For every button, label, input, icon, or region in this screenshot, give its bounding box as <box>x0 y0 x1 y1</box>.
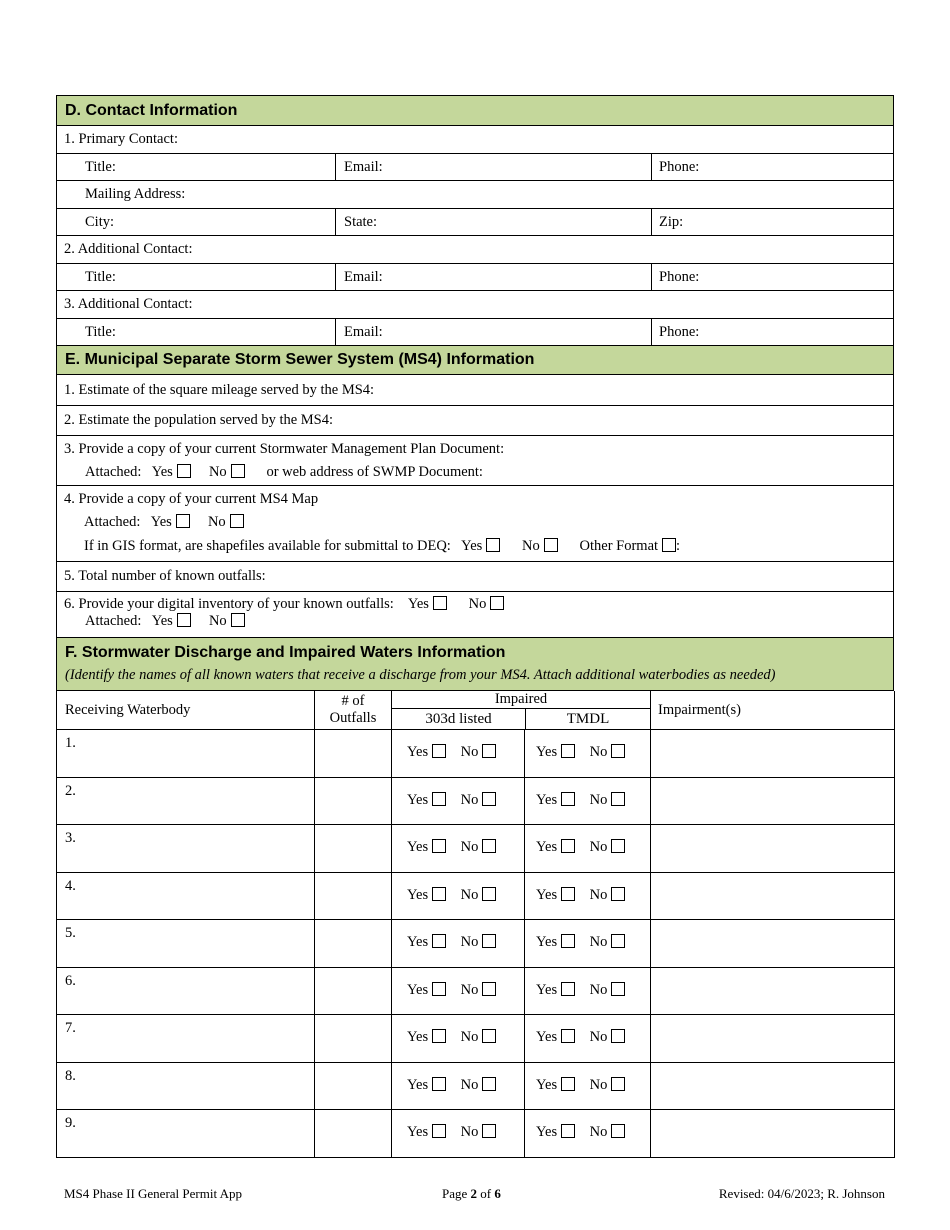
table-row <box>57 920 895 968</box>
impaired-header <box>392 691 651 730</box>
receiving-waterbody-header-label: Receiving Waterbody <box>65 701 191 718</box>
receiving-waterbody-cell[interactable] <box>57 920 315 968</box>
tmdl-cell <box>525 777 651 825</box>
receiving-waterbody-cell[interactable] <box>57 1015 315 1063</box>
yes-label: Yes <box>536 791 558 808</box>
table-row <box>57 825 895 873</box>
section-e-title: E. Municipal Separate Storm Sewer System (MS4) Information <box>65 351 535 368</box>
inventory-yes-checkbox[interactable] <box>433 596 447 610</box>
tmdl-no-checkbox[interactable] <box>611 887 625 901</box>
303d-choices <box>407 1029 496 1046</box>
city-label: City: <box>85 213 115 230</box>
title-label: Title: <box>85 268 116 285</box>
yes-label: Yes <box>536 1076 558 1093</box>
outfalls-header-line1: # of <box>341 693 365 709</box>
303d-no-checkbox[interactable] <box>482 744 496 758</box>
inventory-attached-no-checkbox[interactable] <box>231 613 245 627</box>
table-row <box>57 872 895 920</box>
tmdl-choices <box>536 744 625 761</box>
no-label: No <box>589 1124 608 1140</box>
tmdl-yes-checkbox[interactable] <box>561 887 575 901</box>
outfalls-header <box>315 691 392 730</box>
303d-choices <box>407 1124 496 1141</box>
tmdl-yes-checkbox[interactable] <box>561 744 575 758</box>
no-label: No <box>460 839 479 855</box>
footer-left: MS4 Phase II General Permit App <box>64 1186 243 1201</box>
yes-label: Yes <box>407 744 429 760</box>
no-label: No <box>589 744 608 760</box>
303d-choices <box>407 839 496 856</box>
page-prefix: Page <box>442 1186 471 1201</box>
outfalls-field[interactable] <box>56 562 894 592</box>
tmdl-cell <box>525 920 651 968</box>
tmdl-cell <box>525 730 651 778</box>
yes-label: Yes <box>407 1029 429 1045</box>
impairments-cell[interactable] <box>651 967 895 1015</box>
tmdl-no-checkbox[interactable] <box>611 1029 625 1043</box>
title-field[interactable] <box>57 319 335 345</box>
yes-label: Yes <box>151 613 173 629</box>
tmdl-no-checkbox[interactable] <box>611 982 625 996</box>
tmdl-choices <box>536 887 625 904</box>
303d-yes-checkbox[interactable] <box>432 792 446 806</box>
303d-listed-cell <box>392 872 525 920</box>
email-label: Email: <box>344 323 383 340</box>
impairments-cell[interactable] <box>651 1015 895 1063</box>
tmdl-choices <box>536 1124 625 1141</box>
row-number: 6. <box>65 972 76 989</box>
city-field[interactable] <box>57 209 335 235</box>
page-current: 2 <box>470 1186 478 1201</box>
tmdl-yes-checkbox[interactable] <box>561 839 575 853</box>
section-e-header <box>56 346 894 375</box>
tmdl-no-checkbox[interactable] <box>611 792 625 806</box>
receiving-waterbody-cell[interactable] <box>57 1062 315 1110</box>
303d-listed-cell <box>392 967 525 1015</box>
303d-yes-checkbox[interactable] <box>432 1029 446 1043</box>
no-label: No <box>460 744 479 760</box>
receiving-waterbody-cell[interactable] <box>57 872 315 920</box>
no-label: No <box>468 596 487 612</box>
no-label: No <box>460 1076 479 1093</box>
yes-label: Yes <box>536 981 558 998</box>
tmdl-choices <box>536 1029 625 1046</box>
q5-label: 5. Total number of known outfalls: <box>64 568 266 584</box>
q1-label: 1. Estimate of the square mileage served by the MS4: <box>64 381 375 398</box>
tmdl-yes-checkbox[interactable] <box>561 982 575 996</box>
tmdl-no-checkbox[interactable] <box>611 1124 625 1138</box>
map-yes-checkbox[interactable] <box>176 514 190 528</box>
impairments-cell[interactable] <box>651 872 895 920</box>
attached-label: Attached: <box>85 464 142 480</box>
phone-label: Phone: <box>659 158 700 175</box>
no-label: No <box>460 791 479 808</box>
tmdl-header: TMDL <box>566 711 610 727</box>
outfalls-header-line2: Outfalls <box>329 710 377 726</box>
email-label: Email: <box>344 158 383 175</box>
inventory-no-checkbox[interactable] <box>490 596 504 610</box>
additional-contact-3-label: 3. Additional Contact: <box>64 296 193 312</box>
outfalls-cell[interactable] <box>315 777 392 825</box>
yes-label: Yes <box>536 1124 558 1140</box>
title-label: Title: <box>85 158 116 175</box>
tmdl-choices <box>536 1077 625 1094</box>
mailing-address-label: Mailing Address: <box>85 186 186 202</box>
tmdl-cell <box>525 1062 651 1110</box>
impairments-cell[interactable] <box>651 777 895 825</box>
303d-yes-checkbox[interactable] <box>432 1124 446 1138</box>
303d-listed-cell <box>392 1062 525 1110</box>
q6-attached-line <box>85 613 245 630</box>
yes-label: Yes <box>151 464 173 480</box>
q3-attached-line <box>85 464 483 481</box>
yes-label: Yes <box>407 596 429 612</box>
title-label: Title: <box>85 323 116 340</box>
row-number: 7. <box>65 1020 76 1036</box>
attached-label: Attached: <box>85 613 142 629</box>
yes-label: Yes <box>407 839 429 855</box>
additional-contact-2-details-row <box>56 264 894 291</box>
yes-label: Yes <box>150 514 172 530</box>
receiving-waterbody-cell[interactable] <box>57 777 315 825</box>
no-label: No <box>589 934 608 950</box>
q4-label: 4. Provide a copy of your current MS4 Map <box>64 491 319 507</box>
row-number: 2. <box>65 782 76 799</box>
yes-label: Yes <box>407 791 429 808</box>
303d-listed-cell <box>392 730 525 778</box>
no-label: No <box>460 1029 479 1045</box>
email-field[interactable] <box>335 154 651 180</box>
tmdl-cell <box>525 872 651 920</box>
no-label: No <box>522 538 540 554</box>
tmdl-choices <box>536 934 625 951</box>
no-label: No <box>460 981 479 998</box>
303d-listed-cell <box>392 1110 525 1158</box>
303d-no-checkbox[interactable] <box>482 934 496 948</box>
303d-choices <box>407 934 496 951</box>
ms4-map-row <box>56 486 894 562</box>
row-number: 3. <box>65 830 76 846</box>
impairments-cell[interactable] <box>651 730 895 778</box>
additional-contact-2-label: 2. Additional Contact: <box>64 241 193 257</box>
no-label: No <box>207 514 226 530</box>
section-d-header <box>56 95 894 126</box>
additional-contact-3-details-row <box>56 319 894 346</box>
colon: : <box>676 538 681 554</box>
swmp-yes-checkbox[interactable] <box>177 464 191 478</box>
map-no-checkbox[interactable] <box>230 514 244 528</box>
title-field[interactable] <box>57 154 335 180</box>
yes-label: Yes <box>407 934 429 950</box>
no-label: No <box>460 934 479 950</box>
303d-no-checkbox[interactable] <box>482 1029 496 1043</box>
303d-listed-cell <box>392 777 525 825</box>
q6-line <box>64 596 504 613</box>
outfalls-cell[interactable] <box>315 1015 392 1063</box>
swmp-web-label: or web address of SWMP Document: <box>266 464 483 480</box>
tmdl-no-checkbox[interactable] <box>611 934 625 948</box>
inventory-attached-yes-checkbox[interactable] <box>177 613 191 627</box>
phone-label: Phone: <box>659 268 700 285</box>
swmp-row <box>56 436 894 486</box>
303d-no-checkbox[interactable] <box>482 1124 496 1138</box>
tmdl-choices <box>536 792 625 809</box>
title-field[interactable] <box>57 264 335 290</box>
no-label: No <box>208 613 227 629</box>
yes-label: Yes <box>536 886 558 903</box>
table-row <box>57 1062 895 1110</box>
phone-label: Phone: <box>659 323 700 340</box>
303d-choices <box>407 982 496 999</box>
additional-contact-2-row[interactable] <box>56 236 894 264</box>
zip-field[interactable] <box>651 209 893 235</box>
phone-field[interactable] <box>651 319 893 345</box>
303d-yes-checkbox[interactable] <box>432 982 446 996</box>
row-number: 5. <box>65 925 76 941</box>
waterbody-table-wrap <box>56 691 894 1158</box>
q3-label: 3. Provide a copy of your current Stormwater Management Plan Document: <box>64 441 505 457</box>
email-field[interactable] <box>335 264 651 290</box>
square-mileage-field[interactable] <box>56 375 894 406</box>
receiving-waterbody-header <box>57 691 315 730</box>
receiving-waterbody-cell[interactable] <box>57 967 315 1015</box>
outfalls-cell[interactable] <box>315 1110 392 1158</box>
no-label: No <box>589 839 608 855</box>
303d-yes-checkbox[interactable] <box>432 1077 446 1091</box>
tmdl-cell <box>525 825 651 873</box>
outfalls-cell[interactable] <box>315 872 392 920</box>
yes-label: Yes <box>407 886 429 903</box>
q2-label: 2. Estimate the population served by the MS4: <box>64 412 334 428</box>
303d-no-checkbox[interactable] <box>482 887 496 901</box>
gis-line <box>84 538 680 555</box>
state-field[interactable] <box>335 209 651 235</box>
yes-label: Yes <box>407 981 429 998</box>
tmdl-yes-checkbox[interactable] <box>561 1124 575 1138</box>
section-f-header <box>56 638 894 691</box>
email-field[interactable] <box>335 319 651 345</box>
section-d-title: D. Contact Information <box>65 101 238 119</box>
q6-label: 6. Provide your digital inventory of your known outfalls: <box>64 596 394 612</box>
page-mid: of <box>477 1186 495 1201</box>
outfalls-cell[interactable] <box>315 967 392 1015</box>
mailing-address-field[interactable] <box>56 181 894 209</box>
no-label: No <box>460 886 479 903</box>
primary-contact-row[interactable] <box>56 126 894 154</box>
303d-listed-cell <box>392 825 525 873</box>
table-row <box>57 967 895 1015</box>
tmdl-cell <box>525 1015 651 1063</box>
tmdl-yes-checkbox[interactable] <box>561 792 575 806</box>
yes-label: Yes <box>407 1124 429 1140</box>
permit-form <box>56 95 894 1158</box>
303d-listed-header: 303d listed <box>392 709 526 729</box>
gis-question-label: If in GIS format, are shapefiles available for submittal to DEQ: <box>84 538 451 554</box>
no-label: No <box>589 791 608 808</box>
email-label: Email: <box>344 268 383 285</box>
tmdl-no-checkbox[interactable] <box>611 839 625 853</box>
303d-choices <box>407 1077 496 1094</box>
no-label: No <box>589 981 608 998</box>
303d-no-checkbox[interactable] <box>482 839 496 853</box>
303d-no-checkbox[interactable] <box>482 792 496 806</box>
tmdl-yes-checkbox[interactable] <box>561 934 575 948</box>
303d-choices <box>407 744 496 761</box>
receiving-waterbody-cell[interactable] <box>57 825 315 873</box>
gis-no-checkbox[interactable] <box>544 538 558 552</box>
table-row <box>57 730 895 778</box>
city-state-zip-row <box>56 209 894 236</box>
303d-yes-checkbox[interactable] <box>432 744 446 758</box>
population-field[interactable] <box>56 406 894 436</box>
no-label: No <box>589 1076 608 1093</box>
303d-no-checkbox[interactable] <box>482 1077 496 1091</box>
section-f-subtitle: (Identify the names of all known waters that receive a discharge from your MS4. Attach additional waterbodies as needed) <box>65 667 776 683</box>
table-row <box>57 777 895 825</box>
table-row <box>57 1015 895 1063</box>
tmdl-no-checkbox[interactable] <box>611 1077 625 1091</box>
tmdl-yes-checkbox[interactable] <box>561 1029 575 1043</box>
receiving-waterbody-cell[interactable] <box>57 1110 315 1158</box>
303d-no-checkbox[interactable] <box>482 982 496 996</box>
section-f-title: F. Stormwater Discharge and Impaired Waters Information <box>65 644 506 661</box>
page-total: 6 <box>494 1186 501 1201</box>
row-number: 4. <box>65 877 76 894</box>
yes-label: Yes <box>536 744 558 760</box>
q4-attached-line <box>84 514 244 531</box>
row-number: 9. <box>65 1115 76 1131</box>
impairments-header <box>651 691 895 730</box>
tmdl-no-checkbox[interactable] <box>611 744 625 758</box>
303d-listed-cell <box>392 1015 525 1063</box>
primary-contact-details-row <box>56 154 894 181</box>
impairments-cell[interactable] <box>651 825 895 873</box>
no-label: No <box>460 1124 479 1140</box>
impairments-header-label: Impairment(s) <box>658 701 741 718</box>
outfalls-cell[interactable] <box>315 825 392 873</box>
tmdl-choices <box>536 839 625 856</box>
yes-label: Yes <box>461 538 483 554</box>
no-label: No <box>589 886 608 903</box>
gis-yes-checkbox[interactable] <box>486 538 500 552</box>
tmdl-yes-checkbox[interactable] <box>561 1077 575 1091</box>
footer-right: Revised: 04/6/2023; R. Johnson <box>718 1186 885 1201</box>
impaired-header-label: Impaired <box>392 691 650 709</box>
waterbody-table <box>56 691 895 1158</box>
303d-yes-checkbox[interactable] <box>432 934 446 948</box>
outfalls-cell[interactable] <box>315 1062 392 1110</box>
yes-label: Yes <box>536 1029 558 1045</box>
impairments-cell[interactable] <box>651 1062 895 1110</box>
table-row <box>57 1110 895 1158</box>
yes-label: Yes <box>536 934 558 950</box>
phone-field[interactable] <box>651 264 893 290</box>
303d-choices <box>407 887 496 904</box>
impairments-cell[interactable] <box>651 920 895 968</box>
other-format-label: Other Format <box>579 538 659 554</box>
row-number: 1. <box>65 735 76 751</box>
yes-label: Yes <box>407 1076 429 1093</box>
tmdl-cell <box>525 967 651 1015</box>
no-label: No <box>589 1029 608 1045</box>
303d-yes-checkbox[interactable] <box>432 887 446 901</box>
outfalls-cell[interactable] <box>315 730 392 778</box>
inventory-row <box>56 592 894 638</box>
receiving-waterbody-cell[interactable] <box>57 730 315 778</box>
tmdl-cell <box>525 1110 651 1158</box>
table-header-row <box>57 691 895 730</box>
footer-page <box>442 1186 501 1202</box>
yes-label: Yes <box>536 839 558 855</box>
gis-other-format-checkbox[interactable] <box>662 538 676 552</box>
state-label: State: <box>344 213 378 230</box>
primary-contact-label: 1. Primary Contact: <box>64 131 178 147</box>
attached-label: Attached: <box>84 514 141 530</box>
303d-yes-checkbox[interactable] <box>432 839 446 853</box>
303d-listed-cell <box>392 920 525 968</box>
303d-choices <box>407 792 496 809</box>
additional-contact-3-row[interactable] <box>56 291 894 319</box>
impairments-cell[interactable] <box>651 1110 895 1158</box>
no-label: No <box>208 464 227 480</box>
zip-label: Zip: <box>659 213 684 230</box>
row-number: 8. <box>65 1067 76 1084</box>
phone-field[interactable] <box>651 154 893 180</box>
outfalls-cell[interactable] <box>315 920 392 968</box>
swmp-no-checkbox[interactable] <box>231 464 245 478</box>
tmdl-choices <box>536 982 625 999</box>
